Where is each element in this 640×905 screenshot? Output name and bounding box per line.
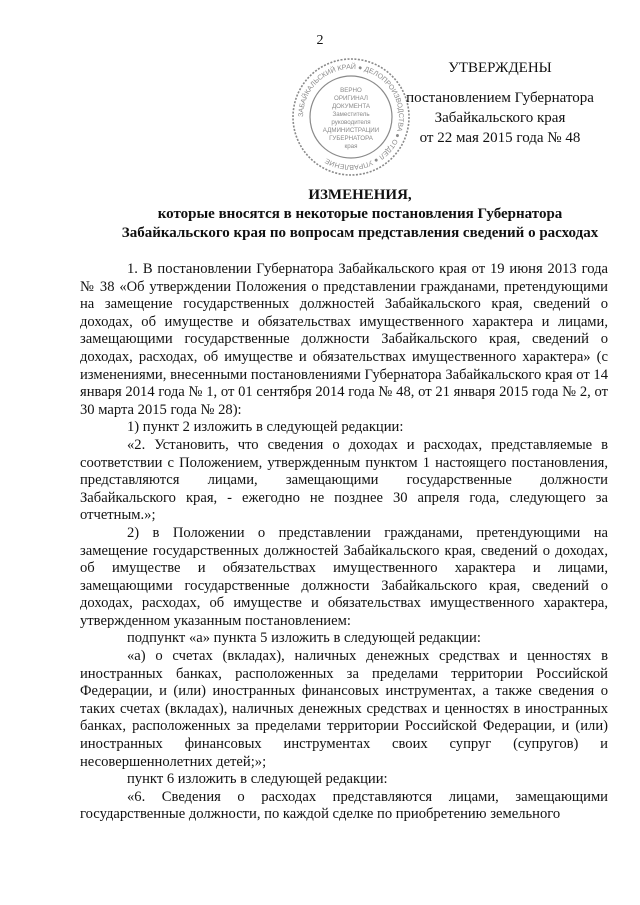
paragraph: «2. Установить, что сведения о доходах и расходах, представляемые в соответствии с Положением, утвержденным пунктом 1 настоящего постановления, представляются лицами, замещающими государственные должности Забайкальского края, - ежегодно не позднее 30 апреля года, следующего за отчетным.»;: [80, 436, 608, 524]
approval-block: [400, 58, 600, 148]
approval-line: постановлением Губернатора: [406, 90, 594, 106]
document-heading: [80, 186, 640, 243]
seal-center-line: АДМИНИСТРАЦИИ: [322, 127, 380, 134]
official-seal-stamp: [290, 56, 412, 178]
approval-line: от 22 мая 2015 года № 48: [419, 130, 581, 146]
seal-center-line: ГУБЕРНАТОРА: [329, 135, 373, 142]
heading-subtitle: которые вносятся в некоторые постановления Губернатора: [157, 206, 563, 222]
paragraph: подпункт «а» пункта 5 изложить в следующей редакции:: [127, 630, 481, 647]
page-number: 2: [316, 33, 324, 48]
paragraph: 2) в Положении о представлении гражданами, претендующими на замещение государственных должностей Забайкальского края, сведений о доходах, об имуществе и обязательствах имущественного характера и лицами, замещающими государственные должности Забайкальского края, сведений о доходах, расходах, об имуществе и обязательствах имущественного характера, утвержденном указанным постановлением:: [80, 524, 608, 629]
seal-center-line: ДОКУМЕНТА: [331, 103, 371, 110]
approval-title: УТВЕРЖДЕНЫ: [448, 60, 552, 76]
seal-center-line: края: [344, 143, 358, 150]
heading-subtitle: Забайкальского края по вопросам представления сведений о расходах: [121, 225, 599, 241]
paragraph: 1) пункт 2 изложить в следующей редакции:: [127, 419, 404, 436]
seal-center-line: ОРИГИНАЛ: [334, 95, 368, 102]
seal-center-line: Заместитель: [332, 111, 370, 118]
paragraph: «6. Сведения о расходах представляются лицами, замещающими государственные должности, по каждой сделке по приобретению земельного: [80, 788, 608, 823]
seal-ring-text: ЗАБАЙКАЛЬСКИЙ КРАЙ ● ДЕЛОПРОИЗВОДСТВА ● ОТДЕЛ ● УПРАВЛЕНИЕ: [297, 63, 405, 171]
heading-title: ИЗМЕНЕНИЯ,: [308, 187, 412, 203]
approval-line: Забайкальского края: [434, 110, 566, 126]
paragraph: пункт 6 изложить в следующей редакции:: [127, 771, 388, 788]
paragraph: «а) о счетах (вкладах), наличных денежных средствах и ценностях в иностранных банках, расположенных за пределами территории Российской Федерации, и (или) иностранных финансовых инструментах, а также сведения о таких счетах (вкладах), наличных денежных средствах и ценностях в иностранных банках, расположенных за пределами территории Российской Федерации, и (или) иностранных финансовых инструментах своих супруг (супругов) и несовершеннолетних детей;»;: [80, 648, 608, 770]
document-body: [80, 261, 608, 824]
paragraph: 1. В постановлении Губернатора Забайкальского края от 19 июня 2013 года № 38 «Об утверждении Положения о представлении гражданами, претендующими на замещение государственных должностей Забайкальского края, сведений о доходах, об имуществе и обязательствах имущественного характера и лицами, замещающими государственные должности Забайкальского края, сведений о доходах, расходах, об имуществе и обязательствах имущественного характера» (с изменениями, внесенными постановлениями Губернатора Забайкальского края от 14 января 2014 года № 1, от 01 сентября 2014 года № 48, от 21 января 2015 года № 2, от 30 марта 2015 года № 28):: [80, 261, 608, 418]
seal-center-line: руководителя: [331, 119, 371, 126]
seal-center-line: ВЕРНО: [340, 87, 362, 94]
